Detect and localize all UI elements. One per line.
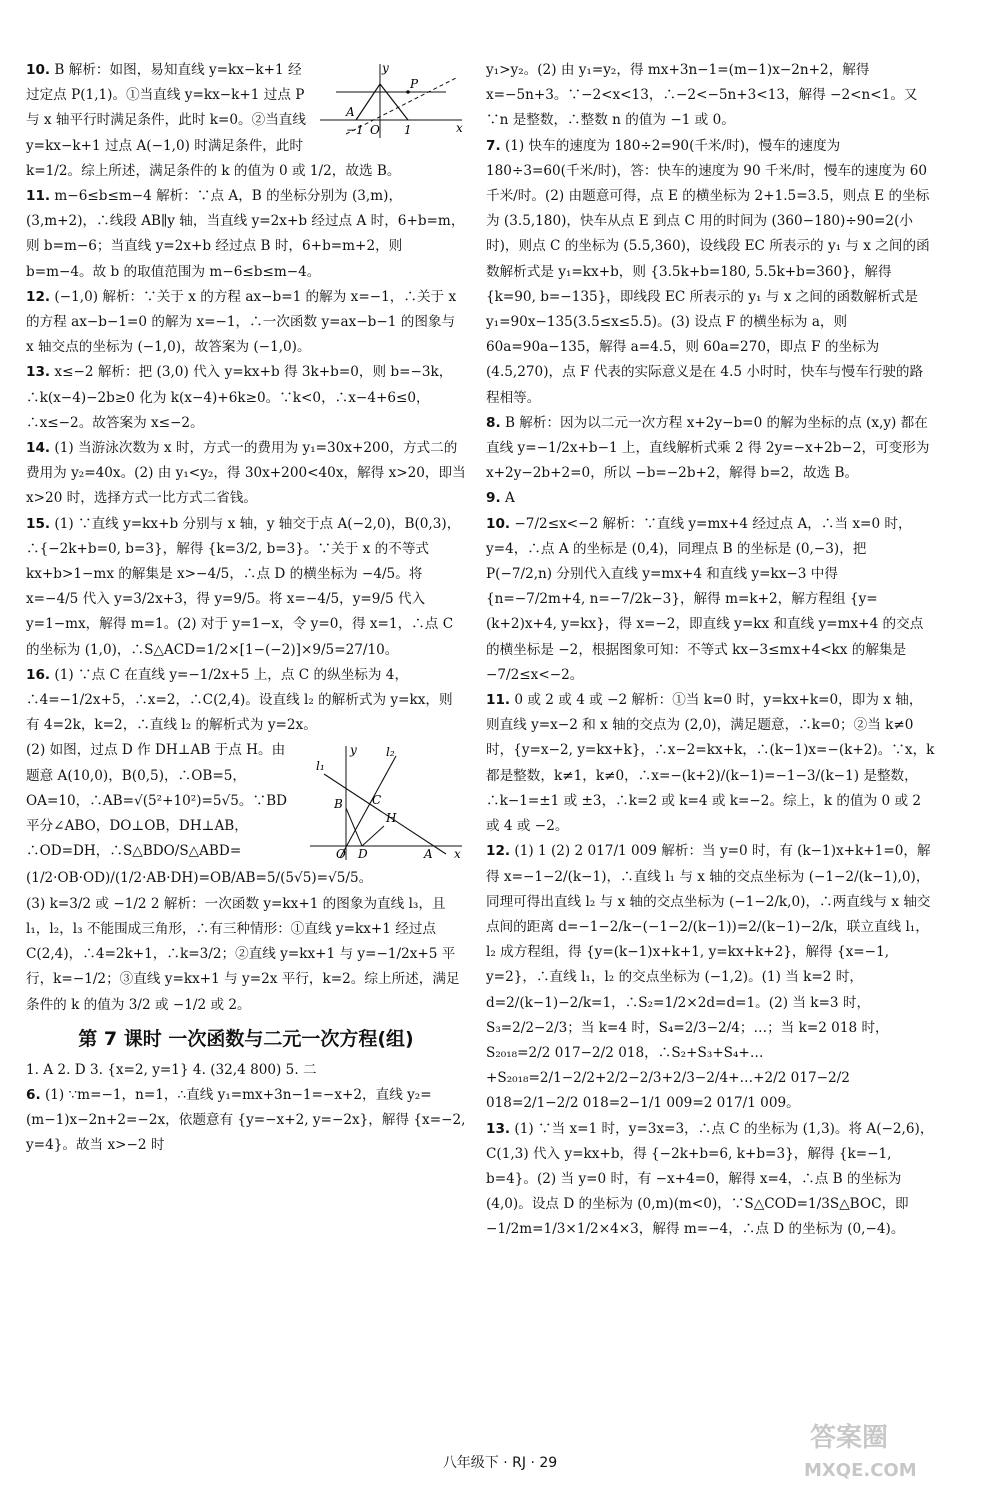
- q10-right-number: 10.: [486, 515, 511, 532]
- q9-text: A: [504, 490, 515, 507]
- q1-5-text: 1. A 2. D 3. {x=2, y=1} 4. (32,4 800) 5. 二: [26, 1061, 317, 1078]
- answer-q11-right: [486, 688, 936, 839]
- q6-text: (1) ∵m=−1，n=1，∴直线 y₁=mx+3n−1=−x+2，直线 y₂=(m−1)x−2n+2=−2x，依题意有 {y=−x+2, y=−2x}，解得 {x=−2, y=4}。故当 x>−2 时: [26, 1086, 466, 1154]
- fig1-label-p: P: [410, 77, 419, 91]
- answer-q9: [486, 486, 936, 511]
- answer-q11-left: [26, 184, 466, 285]
- q9-number: 9.: [486, 490, 501, 507]
- answer-q15-left: [26, 512, 466, 663]
- fig2-label-h: H: [386, 811, 397, 826]
- fig1-label-o: O: [370, 123, 380, 137]
- q8-text: B 解析：因为以二元一次方程 x+2y−b=0 的解为坐标的点 (x,y) 都在直线 y=−1/2x+b−1 上，直线解析式乘 2 得 2y=−x+2b−2，可变形为 x+2y−2b+2=0，所以 −b=−2b+2，解得 b=2，故选 B。: [486, 414, 930, 482]
- q13-left-number: 13.: [26, 364, 51, 381]
- answer-q10-right: [486, 512, 936, 688]
- fig2-label-a: A: [424, 847, 433, 862]
- fig2-label-x: x: [454, 847, 461, 862]
- q7-number: 7.: [486, 137, 501, 154]
- answer-q10-left: [26, 58, 466, 184]
- q12-left-number: 12.: [26, 288, 51, 305]
- q6-number: 6.: [26, 1086, 41, 1103]
- fig2-label-c: C: [372, 793, 382, 808]
- q11-right-number: 11.: [486, 692, 511, 709]
- q12-right-text: (1) 1 (2) 2 017/1 009 解析：当 y=0 时，有 (k−1)x+k+1=0，解得 x=−1−2/(k−1)，∴直线 l₁ 与 x 轴的交点坐标为 (−1−2/(k−1),0)，同理可得出直线 l₂ 与 x 轴的交点坐标为 (−1−2/k,0)，∴两直线与 x 轴交点间的距离 d=−1−2/k−(−1−2/(k−1))=2/(k−1)−2/k，联立直线 l₁，l₂ 成方程组，得 {y=(k−1)x+k+1, y=kx+k+2}，解得 {x=−1, y=2}，∴直线 l₁，l₂ 的交点坐标为 (−1,2)。(1) 当 k=2 时，d=2/(k−1)−2/k=1，∴S₂=1/2×2d=d=1。(2) 当 k=3 时，S₃=2/2−2/3；当 k=4 时，S₄=2/3−2/4；…；当 k=2 018 时，S₂₀₁₈=2/2 017−2/2 018，∴S₂+S₃+S₄+…+S₂₀₁₈=2/1−2/2+2/2−2/3+2/3−2/4+…+2/2 017−2/2 018=2/1−2/2 018=2−1/1 009=2 017/1 009。: [486, 843, 931, 1112]
- answer-q1-5: [26, 1058, 466, 1083]
- q11-left-number: 11.: [26, 188, 51, 205]
- watermark-logo: [790, 1410, 990, 1490]
- q8-number: 8.: [486, 414, 501, 431]
- figure-line-through-p: [316, 62, 466, 140]
- answer-q14-left: [26, 436, 466, 512]
- fig2-label-y: y: [350, 743, 357, 758]
- watermark-top-text: 答案圈: [810, 1423, 889, 1453]
- q15-left-text: (1) ∵直线 y=kx+b 分别与 x 轴，y 轴交于点 A(−2,0)，B(0,3)，∴{−2k+b=0, b=3}，解得 {k=3/2, b=3}。∵关于 x 的不等式 kx+b>1−mx 的解集是 x>−4/5，∴点 D 的横坐标为 −4/5。将 x=−4/5 代入 y=3/2x+3，得 y=9/5。将 x=−4/5，y=9/5 代入 y=1−mx，解得 m=1。(2) 对于 y=1−x，令 y=0，得 x=1，∴点 C 的坐标为 (1,0)，∴S△ACD=1/2×[1−(−2)]×9/5=27/10。: [26, 515, 461, 658]
- page-footer: 八年级下 · RJ · 29: [442, 1455, 558, 1471]
- q10-left-number: 10.: [26, 62, 51, 78]
- left-column: [26, 58, 466, 1159]
- answer-q6-continued: [486, 58, 936, 134]
- answer-q6: [26, 1083, 466, 1159]
- q11-right-text: 0 或 2 或 4 或 −2 解析：①当 k=0 时，y=kx+k=0，即为 x 轴，则直线 y=x−2 和 x 轴的交点为 (2,0)，满足题意，∴k=0；②当 k≠0 时，{y=x−2, y=kx+k}，∴x−2=kx+k，∴(k−1)x=−(k+2)。∵x，k 都是整数，k≠1，k≠0，∴x=−(k+2)/(k−1)=−1−3/(k−1) 是整数，∴k−1=±1 或 ±3，∴k=2 或 k=4 或 k=−2。综上，k 的值为 0 或 2 或 4 或 −2。: [486, 692, 935, 835]
- answer-q13-right: [486, 1117, 936, 1243]
- q6-cont-text: y₁>y₂。(2) 由 y₁=y₂，得 mx+3n−1=(m−1)x−2n+2，解得 x=−5n+3。∵−2<x<13，∴−2<−5n+3<13，解得 −2<n<1。又∵n 是整数，∴整数 n 的值为 −1 或 0。: [486, 62, 918, 129]
- answer-q8: [486, 411, 936, 487]
- fig2-label-l1: l₁: [316, 759, 325, 774]
- fig1-label-a: A: [346, 105, 355, 119]
- answer-q12-right: [486, 839, 936, 1116]
- figure-lines-l1-l2: [306, 742, 466, 862]
- right-column: [486, 58, 936, 1243]
- fig1-label-1: 1: [404, 123, 412, 137]
- q13-right-text: (1) ∵当 x=1 时，y=3x=3，∴点 C 的坐标为 (1,3)。将 A(−2,6)，C(1,3) 代入 y=kx+b，得 {−2k+b=6, k+b=3}，解得 {k=−1, b=4}。(2) 当 y=0 时，有 −x+4=0，解得 x=4，∴点 B 的坐标为 (4,0)。设点 D 的坐标为 (0,m)(m<0)，∵S△COD=1/3S△BOC，即 −1/2m=1/3×1/2×4×3，解得 m=−4，∴点 D 的坐标为 (0,−4)。: [486, 1120, 934, 1238]
- lesson-title: 第 7 课时 一次函数与二元一次方程(组): [78, 1027, 414, 1050]
- q10-left-text: B 解析：如图，易知直线 y=kx−k+1 经过定点 P(1,1)。①当直线 y=kx−k+1 过点 P 与 x 轴平行时满足条件，此时 k=0。②当直线 y=kx−k+1 过点 A(−1,0) 时满足条件，此时 k=1/2。综上所述，满足条件的 k 的值为 0 或 1/2，故选 B。: [26, 62, 401, 179]
- q16-left-number: 16.: [26, 666, 51, 683]
- answer-q16-left: [26, 663, 466, 1018]
- q13-left-text: x≤−2 解析：把 (3,0) 代入 y=kx+b 得 3k+b=0，则 b=−3k，∴k(x−4)−2b≥0 化为 k(x−4)+6k≥0。∵k<0，∴x−4+6≤0，∴x≤−2。故答案为 x≤−2。: [26, 364, 453, 431]
- q16-part2-text: (2) 如图，过点 D 作 DH⊥AB 于点 H。由题意 A(10,0)，B(0,5)，∴OB=5，OA=10，∴AB=√(5²+10²)=5√5。∵BD 平分∠ABO，DO⊥OB，DH⊥AB，∴OD=DH，∴S△BDO/S△ABD=(1/2·OB·OD)/(1/2·AB·DH)=OB/AB=5/(5√5)=√5/5。: [26, 742, 373, 887]
- answer-q12-left: [26, 285, 466, 361]
- q12-right-number: 12.: [486, 843, 511, 860]
- fig1-label-minus1: −1: [346, 123, 364, 137]
- answer-q7: [486, 134, 936, 411]
- answer-q13-left: [26, 360, 466, 436]
- q7-text: (1) 快车的速度为 180÷2=90(千米/时)，慢车的速度为 180÷3=60(千米/时)，答：快车的速度为 90 千米/时，慢车的速度为 60 千米/时。(2) 由题意可得，点 E 的横坐标为 2+1.5=3.5，则点 E 的坐标为 (3.5,180)，快车从点 E 到点 C 用的时间为 (360−180)÷90=2(小时)，则点 C 的坐标为 (5.5,360)，设线段 EC 所表示的 y₁ 与 x 之间的函数解析式是 y₁=kx+b，则 {3.5k+b=180, 5.5k+b=360}，解得 {k=90, b=−135}，即线段 EC 所表示的 y₁ 与 x 之间的函数解析式是 y₁=90x−135(3.5≤x≤5.5)。(3) 设点 F 的横坐标为 a，则 60a=90a−135，解得 a=4.5，则 60a=270，即点 F 的坐标为 (4.5,270)，点 F 代表的实际意义是在 4.5 小时时，快车与慢车行驶的路程相等。: [486, 137, 930, 406]
- fig2-label-o: O: [336, 847, 346, 862]
- q13-right-number: 13.: [486, 1120, 511, 1137]
- q11-left-text: m−6≤b≤m−4 解析：∵点 A，B 的坐标分别为 (3,m)，(3,m+2)，∴线段 AB∥y 轴，当直线 y=2x+b 经过点 A 时，6+b=m，则 b=m−6；当直线 y=2x+b 经过点 B 时，6+b=m+2，则 b=m−4。故 b 的取值范围为 m−6≤b≤m−4。: [26, 188, 465, 280]
- fig2-label-l2: l₂: [386, 745, 395, 760]
- q12-left-text: (−1,0) 解析：∵关于 x 的方程 ax−b=1 的解为 x=−1，∴关于 x 的方程 ax−b−1=0 的解为 x=−1，∴一次函数 y=ax−b−1 的图象与 x 轴交点的坐标为 (−1,0)，故答案为 (−1,0)。: [26, 288, 457, 356]
- q16-part3-text: (3) k=3/2 或 −1/2 2 解析：一次函数 y=kx+1 的图象为直线 l₃，且 l₁，l₂，l₃ 不能围成三角形，∴有三种情形：①直线 y=kx+1 经过点 C(2,4)，∴4=2k+1，∴k=3/2；②直线 y=kx+1 与 y=−1/2x+5 平行，k=−1/2；③直线 y=kx+1 与 y=2x 平行，k=2。综上所述，满足条件的 k 的值为 3/2 或 −1/2 或 2。: [26, 895, 460, 1013]
- q15-left-number: 15.: [26, 515, 51, 532]
- fig2-label-b: B: [334, 797, 343, 812]
- q14-left-number: 14.: [26, 440, 51, 457]
- q16-part1-text: (1) ∵点 C 在直线 y=−1/2x+5 上，点 C 的纵坐标为 4，∴4=−1/2x+5，∴x=2，∴C(2,4)。设直线 l₂ 的解析式为 y=kx，则有 4=2k，k=2，∴直线 l₂ 的解析式为 y=2x。: [26, 666, 453, 734]
- fig1-label-x: x: [456, 121, 463, 135]
- watermark-bottom-text: MXQE.COM: [804, 1460, 917, 1481]
- q10-right-text: −7/2≤x<−2 解析：∵直线 y=mx+4 经过点 A，∴当 x=0 时，y=4，∴点 A 的坐标是 (0,4)，同理点 B 的坐标是 (0,−3)，把 P(−7/2,n) 分别代入直线 y=mx+4 和直线 y=kx−3 中得 {n=−7/2m+4, n=−7/2k−3}，解得 m=k+2，解方程组 {y=(k+2)x+4, y=kx}，得 x=−2，即直线 y=kx 和直线 y=mx+4 的交点的横坐标是 −2，根据图象可知：不等式 kx−3≤mx+4<kx 的解集是 −7/2≤x<−2。: [486, 515, 924, 683]
- q14-left-text: (1) 当游泳次数为 x 时，方式一的费用为 y₁=30x+200，方式二的费用为 y₂=40x。(2) 由 y₁<y₂，得 30x+200<40x，解得 x>20，即当 x>20 时，选择方式一比方式二省钱。: [26, 440, 466, 507]
- fig2-label-d: D: [358, 847, 368, 862]
- fig1-label-y: y: [382, 62, 389, 75]
